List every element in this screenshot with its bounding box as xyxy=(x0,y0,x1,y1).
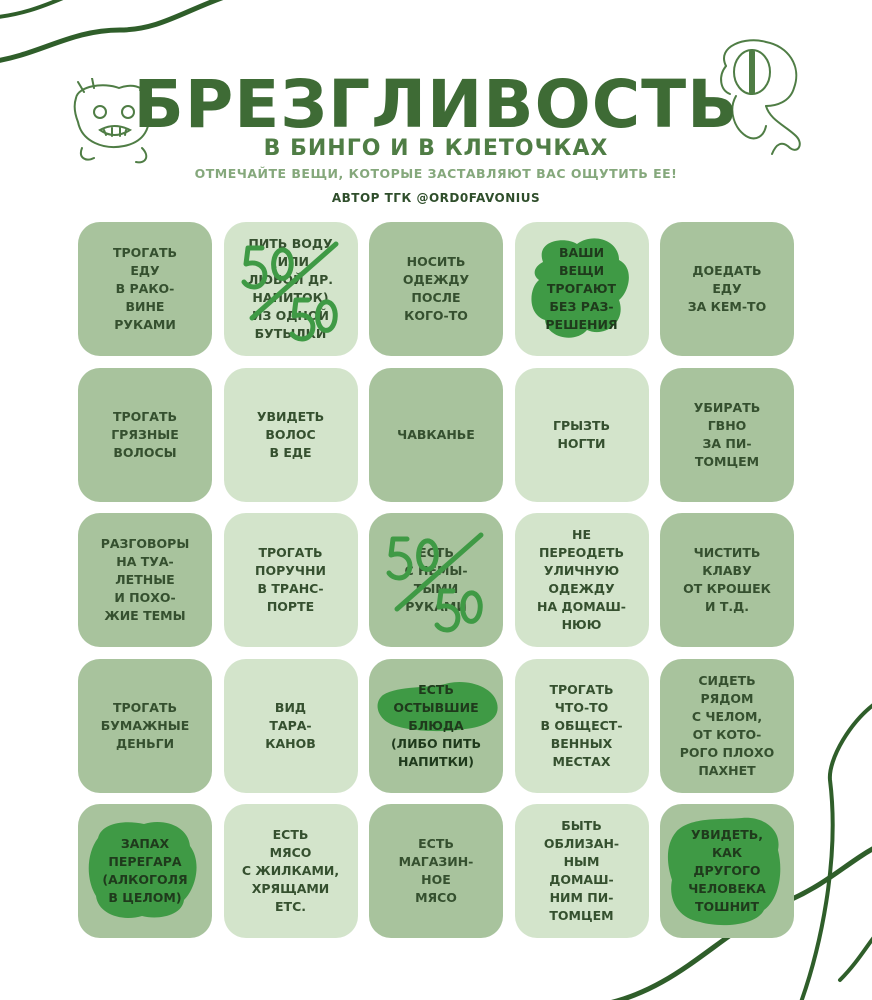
bingo-cell-text: БЫТЬ ОБЛИЗАН- НЫМ ДОМАШ- НИМ ПИ- ТОМЦЕМ xyxy=(543,818,620,923)
page-title: БРЕЗГЛИВОСТЬ xyxy=(133,66,739,143)
bingo-cell[interactable] xyxy=(660,513,794,647)
bingo-cell[interactable] xyxy=(224,513,358,647)
bingo-cell[interactable] xyxy=(369,222,503,356)
bingo-cell[interactable] xyxy=(660,659,794,793)
bingo-cell[interactable] xyxy=(369,659,503,793)
bingo-cell[interactable] xyxy=(515,222,649,356)
bingo-cell-text: ВИД ТАРА- КАНОВ xyxy=(265,699,316,751)
top-left-wave-2 xyxy=(0,0,70,18)
bingo-cell-text: СИДЕТЬ РЯДОМ С ЧЕЛОМ, ОТ КОТО- РОГО ПЛОХО ПАХНЕТ xyxy=(679,672,775,778)
bingo-cell-text: ЕСТЬ МЯСО С ЖИЛКАМИ, ХРЯЩАМИ ETC. xyxy=(241,827,340,914)
bingo-cell-text: ПИТЬ ВОДУ (ИЛИ ЛЮБОЙ ДР. НАПИТОК) ИЗ ОДНОЙ БУТЫЛКИ xyxy=(247,236,334,341)
bingo-cell-text: РАЗГОВОРЫ НА ТУА- ЛЕТНЫЕ И ПОХО- ЖИЕ ТЕМЫ xyxy=(100,536,190,623)
bingo-cell[interactable] xyxy=(224,368,358,502)
bingo-cell[interactable] xyxy=(224,222,358,356)
bingo-cell[interactable] xyxy=(369,513,503,647)
bingo-cell[interactable] xyxy=(78,368,212,502)
bingo-cell-text: ЗАПАХ ПЕРЕГАРА (АЛКОГОЛЯ В ЦЕЛОМ) xyxy=(102,836,188,905)
bingo-cell-text: НЕ ПЕРЕОДЕТЬ УЛИЧНУЮ ОДЕЖДУ НА ДОМАШ- НЮЮ xyxy=(537,527,626,632)
fifty-fifty-scribble xyxy=(369,513,503,647)
bingo-cell-text: ЧАВКАНЬЕ xyxy=(397,426,475,442)
bingo-cell-text: ЕСТЬ ОСТЫВШИЕ БЛЮДА (ЛИБО ПИТЬ НАПИТКИ) xyxy=(390,681,482,769)
fifty-fifty-scribble xyxy=(224,222,358,356)
bingo-cell[interactable] xyxy=(515,513,649,647)
bingo-cell-text: УБИРАТЬ ГВНО ЗА ПИ- ТОМЦЕМ xyxy=(693,399,761,469)
bingo-cell[interactable] xyxy=(369,804,503,938)
bingo-cell-text: ТРОГАТЬ БУМАЖНЫЕ ДЕНЬГИ xyxy=(100,699,190,751)
bingo-cell-text: ВАШИ ВЕЩИ ТРОГАЮТ БЕЗ РАЗ- РЕШЕНИЯ xyxy=(545,245,618,332)
page-tagline: ОТМЕЧАЙТЕ ВЕЩИ, КОТОРЫЕ ЗАСТАВЛЯЮТ ВАС ОЩУТИТЬ ЕЕ! xyxy=(194,166,678,181)
bingo-cell-text: ЧИСТИТЬ КЛАВУ ОТ КРОШЕК И Т.Д. xyxy=(683,545,771,614)
bingo-cell[interactable] xyxy=(660,804,794,938)
bingo-cell[interactable] xyxy=(369,368,503,502)
bingo-cell-text: УВИДЕТЬ, КАК ДРУГОГО ЧЕЛОВЕКА ТОШНИТ xyxy=(688,827,766,914)
page-subtitle: В БИНГО И В КЛЕТОЧКАХ xyxy=(263,136,609,161)
bingo-cell[interactable] xyxy=(515,368,649,502)
bottom-right-wave-3 xyxy=(840,930,872,980)
bingo-cell[interactable] xyxy=(78,659,212,793)
bingo-cell-text: ЕСТЬ МАГАЗИН- НОЕ МЯСО xyxy=(398,836,474,905)
bingo-cell[interactable] xyxy=(78,513,212,647)
bingo-cell-text: ТРОГАТЬ ЕДУ В РАКО- ВИНЕ РУКАМИ xyxy=(112,245,177,332)
bingo-cell[interactable] xyxy=(224,659,358,793)
bingo-cell[interactable] xyxy=(224,804,358,938)
bingo-cell-text: ДОЕДАТЬ ЕДУ ЗА КЕМ-ТО xyxy=(687,263,767,314)
bingo-cell-text: ТРОГАТЬ ЧТО-ТО В ОБЩЕСТ- ВЕННЫХ МЕСТАХ xyxy=(540,681,623,769)
bingo-cell-text: УВИДЕТЬ ВОЛОС В ЕДЕ xyxy=(256,408,325,460)
bingo-cell[interactable] xyxy=(78,804,212,938)
bingo-cell-text: ТРОГАТЬ ПОРУЧНИ В ТРАНС- ПОРТЕ xyxy=(255,545,326,614)
bingo-grid xyxy=(78,222,794,940)
bingo-cell[interactable] xyxy=(660,368,794,502)
bingo-cell-text: НОСИТЬ ОДЕЖДУ ПОСЛЕ КОГО-ТО xyxy=(402,254,470,323)
bingo-cell[interactable] xyxy=(78,222,212,356)
bingo-cell[interactable] xyxy=(660,222,794,356)
bingo-cell-text: ГРЫЗТЬ НОГТИ xyxy=(552,417,610,451)
bingo-cell-text: ЕСТЬ С НЕМЫ- ТЫМИ РУКАМИ xyxy=(404,545,468,614)
bingo-cell[interactable] xyxy=(515,804,649,938)
author-credit: АВТОР ТГК @ORD0FAVONIUS xyxy=(331,191,541,205)
bingo-cell[interactable] xyxy=(515,659,649,793)
bingo-cell-text: ТРОГАТЬ ГРЯЗНЫЕ ВОЛОСЫ xyxy=(111,408,179,460)
